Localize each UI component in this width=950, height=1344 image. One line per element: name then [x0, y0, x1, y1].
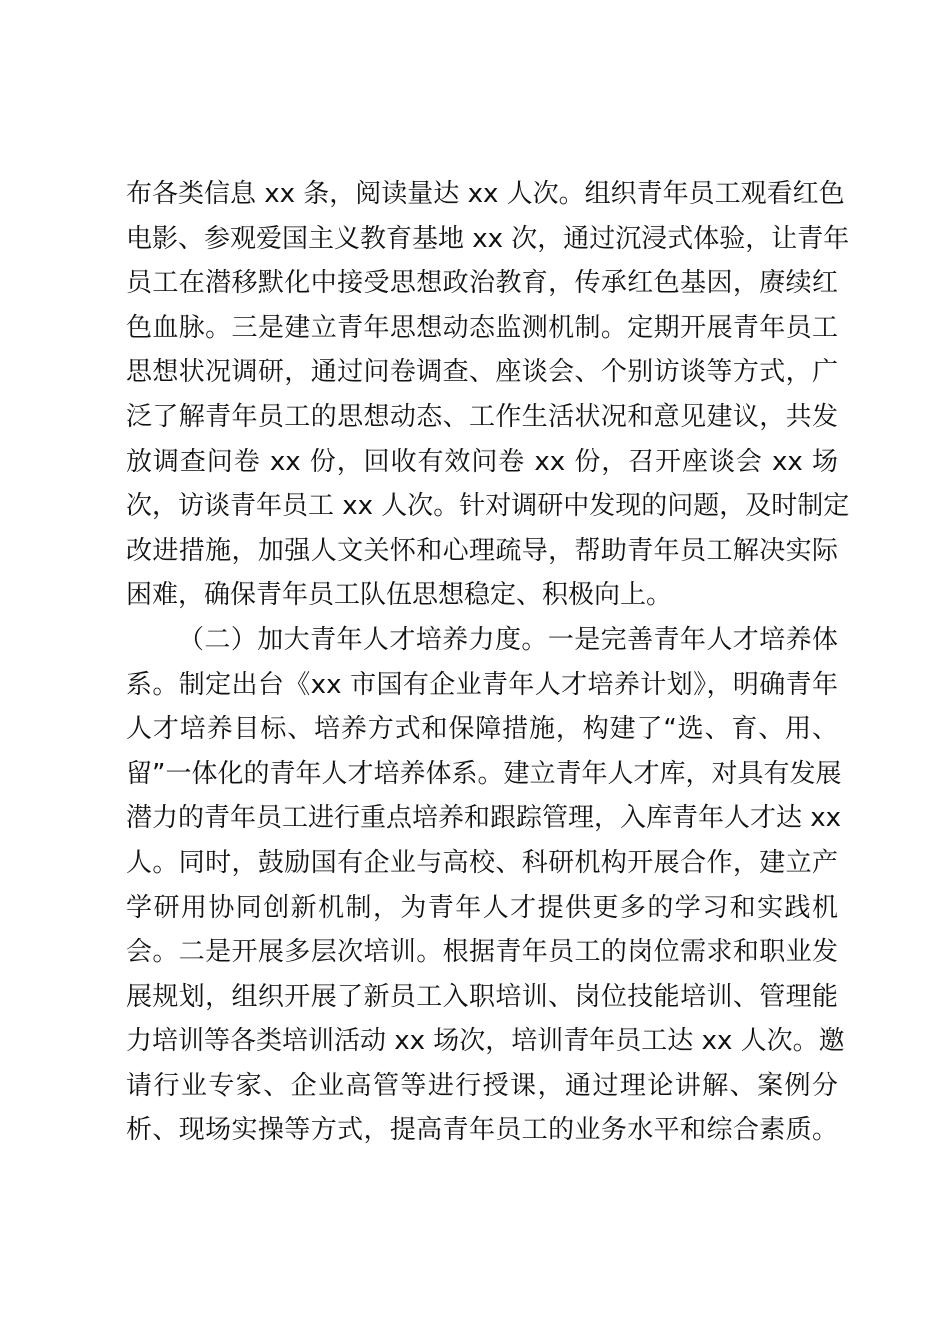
text-line: 会。二是开展多层次培训。根据青年员工的岗位需求和职业发 — [126, 937, 838, 968]
text-line: （二）加大青年人才培养力度。一是完善青年人才培养体 — [178, 624, 838, 655]
text-line: 员工在潜移默化中接受思想政治教育，传承红色基因，赓续红 — [126, 268, 838, 299]
text-line: 泛了解青年员工的思想动态、工作生活状况和意见建议，共发 — [126, 401, 838, 432]
text-line: 次，访谈青年员工 xx 人次。针对调研中发现的问题，及时制定 — [126, 491, 850, 522]
text-line: 布各类信息 xx 条，阅读量达 xx 人次。组织青年员工观看红色 — [126, 179, 845, 209]
text-line: 困难，确保青年员工队伍思想稳定、积极向上。 — [126, 580, 673, 611]
text-line: 析、现场实操等方式，提高青年员工的业务水平和综合素质。 — [126, 1115, 838, 1146]
text-line: 人。同时，鼓励国有企业与高校、科研机构开展合作，建立产 — [126, 847, 838, 878]
text-line: 力培训等各类培训活动 xx 场次，培训青年员工达 xx 人次。邀 — [126, 1026, 845, 1057]
text-line: 电影、参观爱国主义教育基地 xx 次，通过沉浸式体验，让青年 — [126, 223, 850, 254]
text-line: 学研用协同创新机制，为青年人才提供更多的学习和实践机 — [126, 892, 838, 923]
document-body — [126, 172, 850, 1153]
text-line: 改进措施，加强人文关怀和心理疏导，帮助青年员工解决实际 — [126, 535, 838, 566]
text-line: 请行业专家、企业高管等进行授课，通过理论讲解、案例分 — [126, 1070, 838, 1101]
paragraph-1 — [126, 172, 850, 618]
text-line: 系。制定出台《xx 市国有企业青年人才培养计划》，明确青年 — [126, 669, 838, 700]
text-line: 放调查问卷 xx 份，回收有效问卷 xx 份，召开座谈会 xx 场 — [126, 446, 838, 477]
text-line: 留”一体化的青年人才培养体系。建立青年人才库，对具有发展 — [126, 758, 842, 789]
text-line: 展规划，组织开展了新员工入职培训、岗位技能培训、管理能 — [126, 981, 838, 1012]
paragraph-2 — [126, 618, 845, 1153]
text-line: 潜力的青年员工进行重点培养和跟踪管理，入库青年人才达 xx — [126, 803, 842, 834]
text-line: 思想状况调研，通过问卷调查、座谈会、个别访谈等方式，广 — [126, 357, 838, 388]
text-line: 色血脉。三是建立青年思想动态监测机制。定期开展青年员工 — [126, 312, 838, 343]
text-line: 人才培养目标、培养方式和保障措施，构建了“选、育、用、 — [126, 714, 838, 745]
